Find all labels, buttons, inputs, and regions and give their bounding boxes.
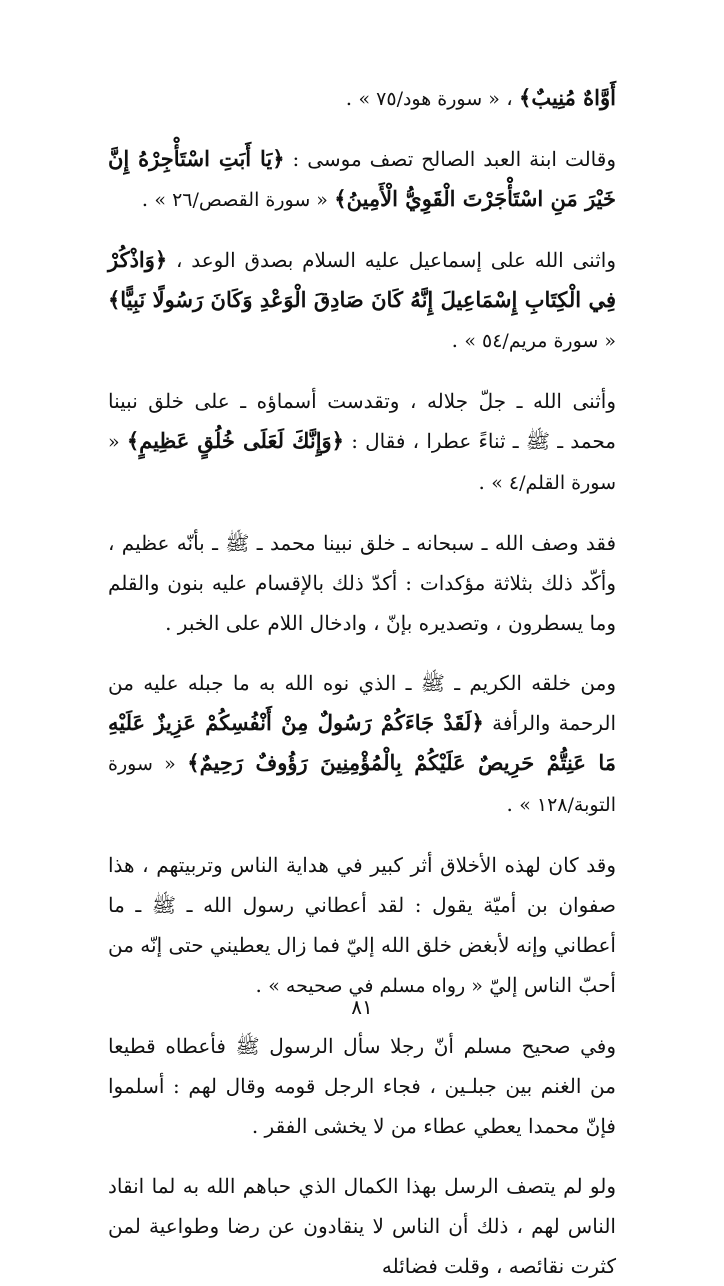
- source-reference: « سورة القلم/٤ »: [108, 431, 616, 494]
- paragraph: [108, 78, 616, 119]
- source-reference: « سورة القصص/٢٦ »: [154, 189, 328, 211]
- paragraph: [108, 1166, 616, 1286]
- quran-verse: ﴿يَا أَبَتِ اسْتَأْجِرْهُ إِنَّ خَيْرَ مَنِ اسْتَأْجَرْتَ الْقَوِيُّ الْأَمِينُ﴾: [108, 146, 616, 211]
- quran-verse: ﴿وَاذْكُرْ فِي الْكِتَابِ إِسْمَاعِيلَ إِنَّهُ كَانَ صَادِقَ الْوَعْدِ وَكَانَ رَسُولًا نَبِيًّا﴾: [108, 247, 616, 312]
- paragraph: [108, 1026, 616, 1146]
- paragraph-text: وأثنى الله ـ جلّ جلاله ، وتقدست أسماؤه ـ على خلق نبينا محمد ـ ﷺ ـ ثناءً عطرا ، فقال :: [108, 389, 616, 453]
- paragraph: [108, 523, 616, 643]
- source-reference: « سورة التوبة/١٢٨ »: [108, 753, 616, 816]
- paragraph-text: واثنى الله على إسماعيل عليه السلام بصدق الوعد ،: [167, 248, 616, 272]
- paragraph-text: فقد وصف الله ـ سبحانه ـ خلق نبينا محمد ـ ﷺ ـ بأنّه عظيم ، وأكّد ذلك بثلاثة مؤكدات : أكدّ ذلك بالإقسام عليه بنون والقلم وما يسطرون ، وتصديره بإنّ ، وادخال اللام على الخبر .: [108, 531, 616, 635]
- paragraph: [108, 845, 616, 1006]
- source-reference: « رواه مسلم في صحيحه »: [268, 975, 483, 997]
- paragraph-text: وقالت ابنة العبد الصالح تصف موسى :: [284, 147, 616, 171]
- paragraph-text: .: [506, 792, 520, 816]
- quran-verse: ﴿لَقَدْ جَاءَكُمْ رَسُولٌ مِنْ أَنْفُسِكُمْ عَزِيزٌ عَلَيْهِ مَا عَنِتُّمْ حَرِيصٌ عَلَيْكُمْ بِالْمُؤْمِنِينَ رَؤُوفٌ رَحِيمٌ﴾: [108, 710, 617, 775]
- paragraph: [108, 139, 616, 220]
- paragraph-text: .: [478, 470, 492, 494]
- page-number: ٨١: [351, 995, 373, 1019]
- paragraph-text: .: [345, 86, 359, 110]
- paragraph: [108, 240, 616, 361]
- quran-verse: أَوَّاهٌ مُنِيبٌ﴾: [519, 85, 616, 110]
- paragraph-text: .: [141, 187, 155, 211]
- paragraph-text: ومن خلقه الكريم ـ ﷺ ـ الذي نوه الله به ما جبله عليه من الرحمة والرأفة: [108, 671, 616, 735]
- body-text: [108, 78, 616, 1286]
- source-reference: « سورة هود/٧٥ »: [358, 88, 500, 110]
- paragraph: [108, 663, 616, 825]
- paragraph-text: ،: [499, 86, 520, 110]
- paragraph-text: [120, 429, 127, 453]
- paragraph: [108, 381, 616, 503]
- paragraph-text: [176, 751, 188, 775]
- paragraph-text: .: [451, 328, 465, 352]
- source-reference: « سورة مريم/٥٤ »: [464, 330, 616, 352]
- paragraph-text: وفي صحيح مسلم أنّ رجلا سأل الرسول ﷺ فأعطاه قطيعا من الغنم بين جبلـين ، فجاء الرجل قومه وقال لهم : أسلموا فإنّ محمدا يعطي عطاء من لا يخشى الفقر .: [108, 1034, 616, 1138]
- paragraph-text: ولو لم يتصف الرسل بهذا الكمال الذي حباهم الله به لما انقاد الناس لهم ، ذلك أن الناس لا ينقادون عن رضا وطواعية لمن كثرت نقائصه ، وقلت فضائله: [108, 1174, 616, 1278]
- quran-verse: ﴿وَإِنَّكَ لَعَلَى خُلُقٍ عَظِيمٍ﴾: [126, 428, 344, 453]
- paragraph-text: .: [255, 973, 269, 997]
- paragraph-text: وقد كان لهذه الأخلاق أثر كبير في هداية الناس وتربيتهم ، هذا صفوان بن أميّة يقول : لقد أعطاني رسول الله ـ ﷺ ـ ما أعطاني وإنه لأبغض خلق الله إليّ فما زال يعطيني حتى إنّه من أحبّ الناس إليّ: [108, 853, 616, 997]
